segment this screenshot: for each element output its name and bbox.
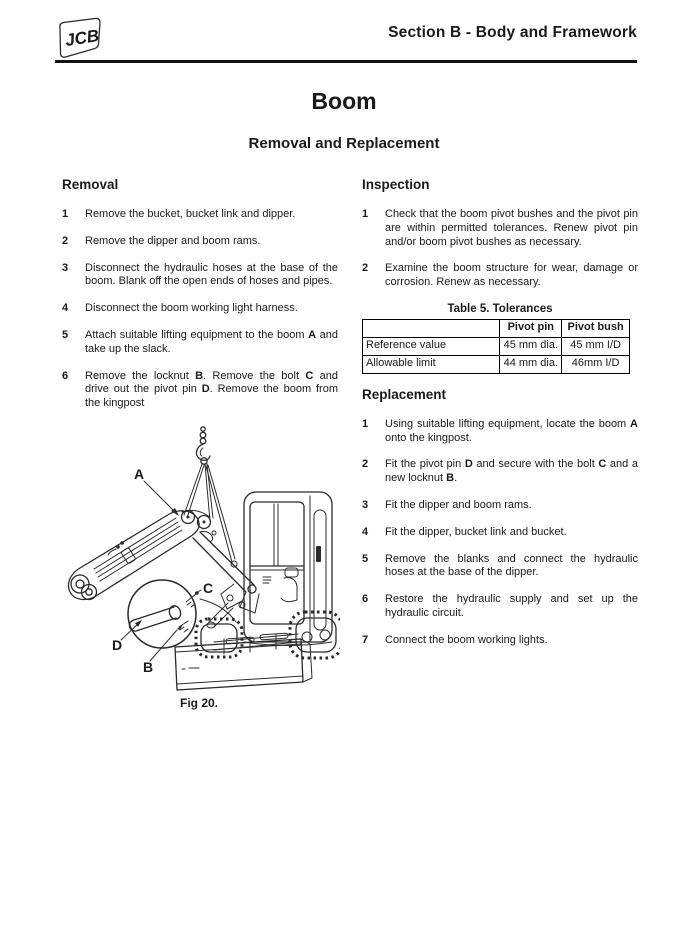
replacement-step [362,418,638,446]
inspection-heading: Inspection [362,177,430,192]
label-a: A [134,466,145,482]
step-number: 6 [62,369,69,382]
step-text: Fit the pivot pin D and secure with the bolt C and a new locknut B. [385,458,639,485]
label-d: D [112,637,123,653]
step-number: 2 [362,458,369,471]
replacement-step [362,526,638,540]
header-rule [55,60,637,63]
step-number: 3 [362,498,369,511]
label-c: C [203,580,214,596]
step-number: 2 [62,234,69,247]
inspection-section [362,177,638,290]
section-title: Section B - Body and Framework [388,24,637,41]
step-text: Fit the dipper and boom rams. [385,498,532,511]
step-text: Remove the bucket, bucket link and dipper. [85,208,296,220]
inspection-replacement-column [362,177,638,661]
removal-step [62,329,338,357]
replacement-section [362,387,638,648]
step-text: Remove the locknut B. Remove the bolt C and drive out the pivot pin D. Remove the boom from the kingpost [85,369,338,410]
step-number: 2 [362,262,369,275]
step-number: 1 [62,208,69,220]
page-title: Boom [311,88,377,114]
step-number: 5 [362,552,369,565]
table-header-pivot-bush: Pivot bush [562,319,630,337]
step-number: 5 [62,328,69,341]
table-header-pivot-pin: Pivot pin [500,319,562,337]
step-text: Using suitable lifting equipment, locate the boom A onto the kingpost. [385,417,638,444]
removal-step [62,370,338,411]
step-number: 4 [362,525,369,538]
step-text: Attach suitable lifting equipment to the boom A and take up the slack. [85,328,338,355]
row-pivot-pin-value: 44 mm dia. [500,355,562,373]
boom-arm [68,510,210,599]
removal-step [62,302,338,316]
label-b: B [143,659,154,675]
row-label: Reference value [363,337,500,355]
step-number: 4 [62,302,69,315]
table-header-empty [363,319,500,337]
table-row [363,355,630,373]
row-pivot-pin-value: 45 mm dia. [500,337,562,355]
step-number: 6 [362,593,369,606]
replacement-step [362,499,638,513]
jcb-logo-icon [52,17,106,59]
inspection-step [362,208,638,249]
row-label: Allowable limit [363,355,500,373]
replacement-step [362,458,638,486]
step-text: Check that the boom pivot bushes and the pivot pin are within permitted tolerances. Renew pivot pin and/or boom pivot bushes as necessary. [385,208,638,248]
step-number: 1 [362,417,369,430]
tolerances-table-block [362,303,638,374]
removal-step [62,262,338,290]
replacement-step [362,634,638,648]
page-subtitle: Removal and Replacement [248,135,440,152]
table-header-row [363,319,630,337]
step-number: 7 [362,633,369,646]
excavator-cab [244,492,332,646]
lifting-slings [184,464,237,567]
step-text: Examine the boom structure for wear, damage or corrosion. Renew as necessary. [385,262,638,289]
tracks-and-frame [196,612,340,658]
row-pivot-bush-value: 46mm I/D [562,355,630,373]
removal-section [62,177,338,424]
jcb-logo-text: JCB [63,25,101,51]
removal-step [62,235,338,249]
step-text: Disconnect the hydraulic hoses at the base of the boom. Blank off the open ends of hoses and pipes. [85,261,338,288]
removal-step [62,208,338,222]
replacement-step [362,593,638,621]
step-text: Remove the blanks and connect the hydraulic hoses at the base of the dipper. [385,552,638,579]
step-text: Remove the dipper and boom rams. [85,234,261,247]
step-text: Restore the hydraulic supply and set up the hydraulic circuit. [385,593,638,619]
step-text: Connect the boom working lights. [385,633,548,646]
step-number: 3 [62,261,69,274]
row-pivot-bush-value: 45 mm I/D [562,337,630,355]
figure-caption: Fig 20. [179,696,218,710]
removal-heading: Removal [62,177,119,192]
table-caption: Table 5. Tolerances [447,302,553,315]
pivot-pin-detail-circle [128,580,236,648]
inspection-step [362,262,638,290]
tolerances-table [362,319,630,374]
step-text: Disconnect the boom working light harness. [85,302,298,315]
step-number: 1 [362,208,369,220]
replacement-step [362,553,638,581]
replacement-heading: Replacement [362,386,447,402]
table-row [363,337,630,355]
figure-boom-removal-illustration [58,426,340,692]
lifting-hook-icon [196,427,210,464]
step-text: Fit the dipper, bucket link and bucket. [385,525,567,538]
